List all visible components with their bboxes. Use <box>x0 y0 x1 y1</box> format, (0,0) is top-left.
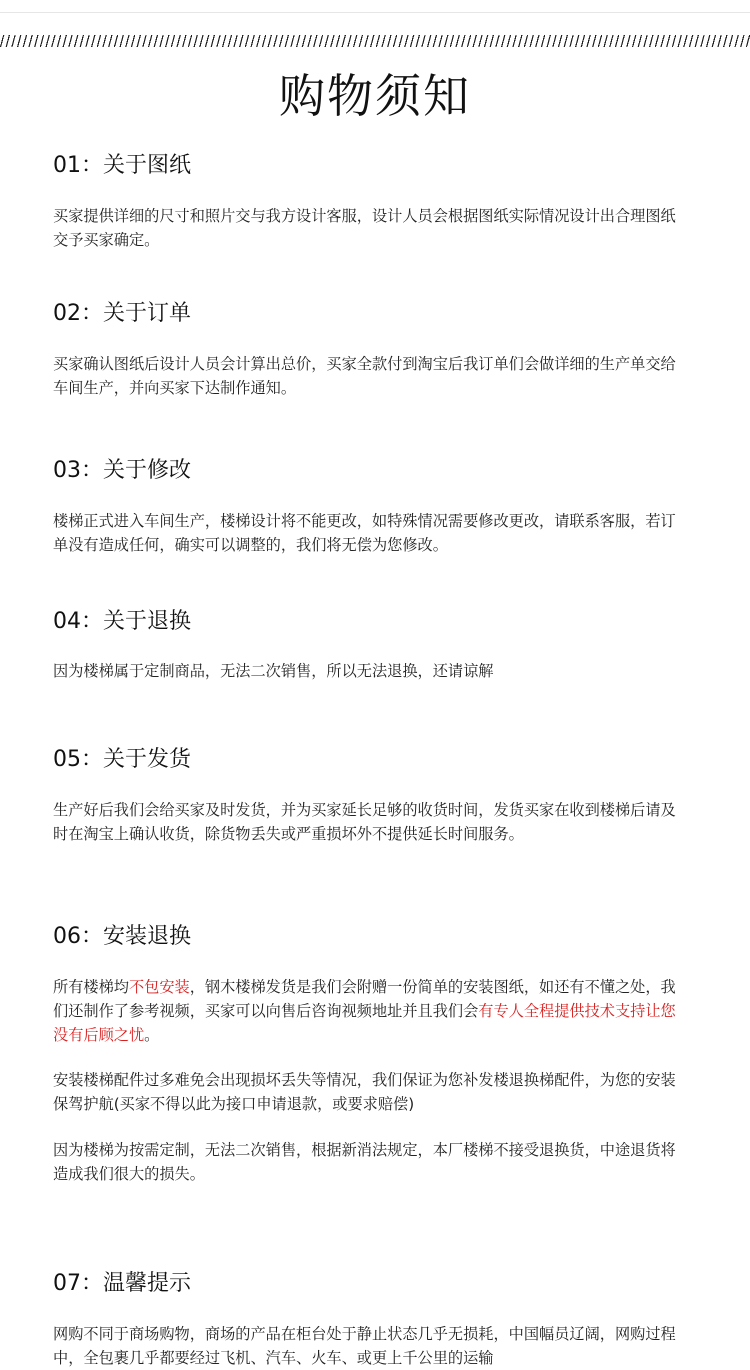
section-body-modifications: 楼梯正式进入车间生产，楼梯设计将不能更改，如特殊情况需要修改更改，请联系客服，若订单没有造成任何，确实可以调整的，我们将无偿为您修改。 <box>53 512 676 554</box>
hatched-divider <box>0 35 750 47</box>
tech-support-highlight: 有专人全程提供技术支持让您没有后顾之忧 <box>53 1002 676 1044</box>
no-installation-highlight: 不包安装 <box>128 978 190 996</box>
section-body-shipping: 生产好后我们会给买家及时发货，并为买家延长足够的收货时间，发货买家在收到楼梯后请及时在淘宝上确认收货，除货物丢失或严重损坏外不提供延长时间服务。 <box>53 801 676 843</box>
section-heading-shipping: 05：关于发货 <box>53 747 191 772</box>
section-body-orders: 买家确认图纸后设计人员会计算出总价，买家全款付到淘宝后我订单们会做详细的生产单交给车间生产，并向买家下达制作通知。 <box>53 355 676 397</box>
section-body-installation <box>53 975 683 1047</box>
section-body-no-returns: 因为楼梯为按需定制，无法二次销售，根据新消法规定，本厂楼梯不接受退换货，中途退货将造成我们很大的损失。 <box>53 1141 676 1183</box>
installation-text-b: ，钢木楼梯发货是我们会附赠一份简单的安装图纸，如还有不懂之处，我们还制作了参考视频，买家可以向售后咨询视频地址并且我们会 <box>53 978 676 1020</box>
installation-text-c: 。 <box>144 1026 160 1044</box>
installation-text-a: 所有楼梯均 <box>53 978 129 996</box>
section-heading-returns: 04：关于退换 <box>53 609 191 634</box>
section-body-returns: 因为楼梯属于定制商品，无法二次销售，所以无法退换，还请谅解 <box>53 662 494 680</box>
section-body-parts-replacement: 安装楼梯配件过多难免会出现损坏丢失等情况，我们保证为您补发楼退换梯配件，为您的安装保驾护航(买家不得以此为接口申请退款，或要求赔偿) <box>53 1071 676 1113</box>
section-heading-orders: 02：关于订单 <box>53 301 191 326</box>
section-heading-tips: 07：温馨提示 <box>53 1271 191 1296</box>
section-body-drawings: 买家提供详细的尺寸和照片交与我方设计客服，设计人员会根据图纸实际情况设计出合理图纸交予买家确定。 <box>53 207 676 249</box>
page-title: 购物须知 <box>279 69 471 123</box>
top-divider <box>0 12 750 13</box>
section-heading-installation: 06：安装退换 <box>53 924 191 949</box>
section-heading-modifications: 03：关于修改 <box>53 458 191 483</box>
section-body-tips: 网购不同于商场购物，商场的产品在柜台处于静止状态几乎无损耗，中国幅员辽阔，网购过程中，全包裹几乎都要经过飞机、汽车、火车、或更上千公里的运输 <box>53 1325 676 1367</box>
section-heading-drawings: 01：关于图纸 <box>53 153 191 178</box>
